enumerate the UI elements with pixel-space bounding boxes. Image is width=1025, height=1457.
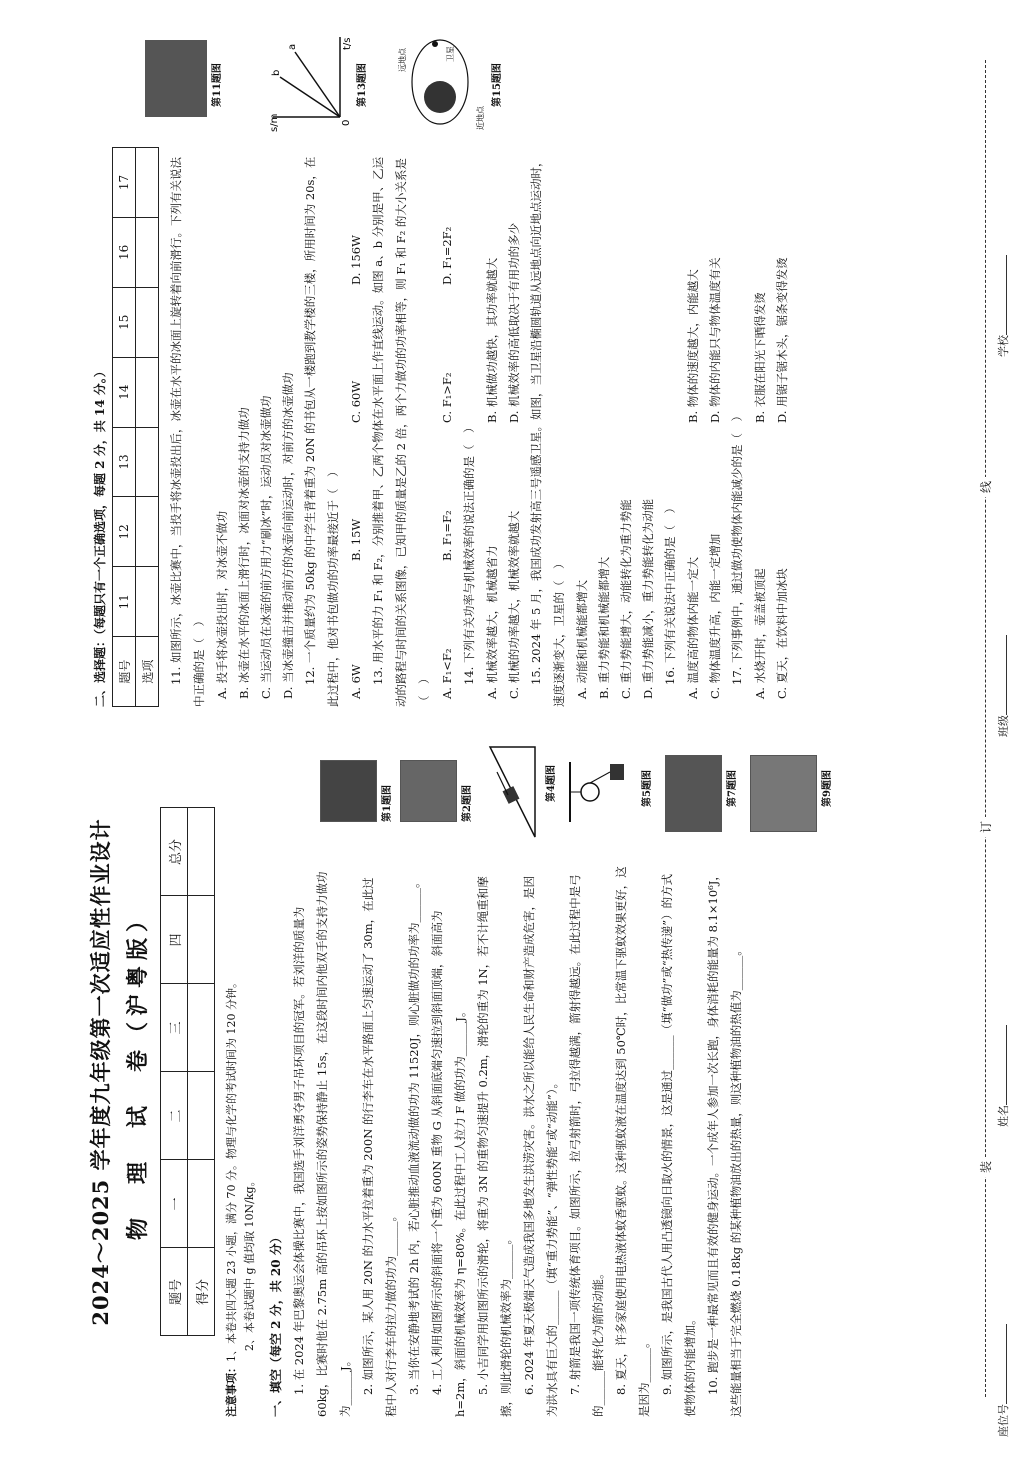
- question-11: 11. 如图所示，冰壶比赛中，当投手将冰壶投出后，冰壶在水平的冰面上旋转着向前滑行。下列有关说法中正确的是（ ）: [169, 157, 206, 707]
- orbit-far-label: 远地点: [398, 48, 407, 72]
- q17-option[interactable]: C. 夏天，在饮料中加冰块: [775, 568, 789, 699]
- left-figures: [320, 732, 940, 852]
- seat-field[interactable]: [995, 1324, 1011, 1437]
- q13-option[interactable]: B. F₁=F₂: [440, 510, 454, 561]
- exam-title: 2024～2025 学年度九年级第一次适应性作业设计: [88, 818, 113, 1326]
- q17-option[interactable]: A. 水烧开时，壶盖被顶起: [753, 568, 767, 699]
- section2-heading: 二、选择题：（每题只有一个正确选项，每题 2 分，共 14 分。）: [93, 365, 107, 707]
- score-cell: 四: [161, 896, 188, 984]
- q17-option[interactable]: B. 衣服在阳光下晒得发烫: [753, 292, 767, 423]
- ans-cell: 14: [113, 357, 136, 427]
- q14-option[interactable]: C. 机械的功率越大，机械效率就越大: [507, 510, 521, 699]
- binding-word-xian: 线: [977, 477, 994, 497]
- ans-input[interactable]: [136, 427, 159, 497]
- question-5: 5. 小吉同学用如图所示的滑轮，将重为 3N 的重物匀速提升 0.2m，滑轮的重为 1N，若不计绳重和摩擦，则此滑轮的机械效率为______。: [476, 876, 513, 1417]
- q11-option[interactable]: B. 冰壶在水平的冰面上滑行时，冰面对冰壶的支持力做功: [237, 407, 251, 699]
- ans-cell: 11: [113, 567, 136, 637]
- q17-options-cd: [771, 147, 793, 699]
- class-label: 班级: [997, 715, 1010, 737]
- orbit-near-label: 近地点: [476, 106, 485, 130]
- school-label: 学校: [997, 335, 1010, 357]
- question-9: 9. 如图所示，是我国古代人用凸透镜向日取火的情景，这是通过______（填“做功”或“热传递”）的方式使物体的内能增加。: [660, 873, 697, 1417]
- ans-cell: 题号: [113, 637, 136, 707]
- question-8: 8. 夏天，许多家庭使用电热液体蚊香驱蚊。这种驱蚊液在温度达到 50℃时，比常温下驱蚊效果更好，这是因为______。: [614, 866, 651, 1417]
- note-1: 1、本卷共四大题 23 小题，满分 70 分。物理与化学的考试时间为 120 分钟。: [225, 977, 238, 1362]
- score-input[interactable]: [188, 984, 215, 1072]
- q17-options-ab: [749, 147, 771, 699]
- name-field[interactable]: [995, 1025, 1011, 1127]
- score-cell: 二: [161, 1072, 188, 1160]
- luggage-cart-photo: [400, 760, 457, 822]
- question-17: 17. 下列事例中，通过做功使物体内能减少的是（ ）: [730, 410, 744, 685]
- curling-photo: [145, 40, 207, 117]
- q11-option[interactable]: D. 当冰壶撞击并推动前方的冰壶向前运动时，对前方的冰壶做功: [281, 372, 295, 699]
- score-input[interactable]: [188, 896, 215, 984]
- ans-cell: 16: [113, 217, 136, 287]
- q16-option[interactable]: D. 物体的内能只与物体温度有关: [708, 257, 722, 423]
- sun-fire-photo: [750, 755, 817, 832]
- score-table: [160, 808, 215, 1337]
- q13-option[interactable]: C. F₁>F₂: [440, 372, 454, 423]
- q13-option[interactable]: A. F₁<F₂: [440, 648, 454, 699]
- q14-option[interactable]: A. 机械效率越大，机械越省力: [485, 545, 499, 699]
- ans-input[interactable]: [136, 217, 159, 287]
- score-input[interactable]: [188, 808, 215, 896]
- q12-option[interactable]: D. 156W: [349, 235, 363, 285]
- ans-cell: 12: [113, 497, 136, 567]
- binding-dashed-line: [985, 60, 986, 1397]
- fig4-caption: 第4题图: [546, 765, 557, 802]
- left-column: [85, 727, 945, 1417]
- q16-option[interactable]: C. 物体温度升高，内能一定增加: [708, 533, 722, 699]
- question-4: 4. 工人利用如图所示的斜面将一个重为 600N 重物 G 从斜面底端匀速拉到斜面顶端，斜面高为 h=2m，斜面的机械效率为 η=80%。在此过程中工人拉力 F 做的功为______J。: [430, 910, 467, 1417]
- right-column: [85, 17, 945, 707]
- notes-label: 注意事项：: [225, 1362, 238, 1417]
- q16-option[interactable]: B. 物体的速度越大，内能越大: [686, 269, 700, 423]
- q14-options-ab: [481, 147, 503, 699]
- q12-option[interactable]: B. 15W: [349, 518, 363, 561]
- q16-option[interactable]: A. 温度高的物体内能一定大: [686, 556, 700, 699]
- orbit-sat-label: 卫星: [446, 46, 455, 62]
- q14-option[interactable]: B. 机械做功越快，其功率就越大: [485, 257, 499, 423]
- graph-x-label: t/s: [342, 37, 353, 50]
- graph-line-a: a: [287, 43, 298, 50]
- ans-input[interactable]: [136, 148, 159, 218]
- q16-options-cd: [704, 147, 726, 699]
- ans-input[interactable]: [136, 357, 159, 427]
- q14-options-cd: [503, 147, 525, 699]
- ans-cell: 13: [113, 427, 136, 497]
- graph-line-b: b: [271, 69, 282, 76]
- q12-option[interactable]: A. 6W: [349, 664, 363, 699]
- q13-option[interactable]: D. F₁=2F₂: [440, 226, 454, 285]
- q15-option[interactable]: A. 动能和机械能都增大: [575, 579, 589, 699]
- note-2: 2、本卷试题中 g 值均取 10N/kg。: [243, 1175, 256, 1351]
- fig15-caption: 第15题图: [492, 63, 503, 107]
- graph-origin: 0: [341, 119, 352, 126]
- q15-option[interactable]: D. 重力势能减小，重力势能转化为动能: [641, 498, 655, 699]
- right-figures: [145, 27, 845, 137]
- question-13: 13. 用水平的力 F₁ 和 F₂，分别推着甲、乙两个物体在水平面上作直线运动。如图 a、b 分别是甲、乙运动的路程与时间的关系图像，已知甲的质量是乙的 2 倍，两个力做功的功率相等，则 F₁ 和 F₂ 的大小关系是（ ）: [371, 156, 431, 707]
- q15-option[interactable]: B. 重力势能和机械能都增大: [597, 556, 611, 699]
- section2-text: [91, 147, 793, 707]
- q14-option[interactable]: D. 机械效率的高低取决于有用功的多少: [507, 222, 521, 423]
- ans-cell: 17: [113, 148, 136, 218]
- fig9-caption: 第9题图: [822, 770, 833, 807]
- orbit-diagram: [395, 32, 485, 132]
- question-7: 7. 射箭是我国一项传统体育项目。如图所示，拉弓射箭时，弓拉得越满，箭射得越远。在此过程中是弓的______能转化为箭的动能。: [568, 874, 605, 1417]
- ans-input[interactable]: [136, 497, 159, 567]
- q11-option[interactable]: C. 当运动员在冰壶的前方用力“刷冰”时，运动员对冰壶做功: [259, 395, 273, 699]
- score-cell: 三: [161, 984, 188, 1072]
- section1-text: [267, 862, 748, 1417]
- ans-cell: 15: [113, 287, 136, 357]
- name-label: 姓名: [997, 1105, 1010, 1127]
- fig7-caption: 第7题图: [727, 770, 738, 807]
- question-3: 3. 当你在安静地考试的 2h 内，若心脏推动血液流动做的功为 11520J，则心脏做功的功率为______。: [407, 876, 421, 1395]
- fig13-caption: 第13题图: [357, 63, 368, 107]
- incline-diagram: [480, 742, 540, 842]
- class-field[interactable]: [995, 635, 1011, 737]
- graph-y-label: s/m: [269, 113, 280, 132]
- ans-cell: 选项: [136, 637, 159, 707]
- binding-strip: [945, 0, 1025, 1457]
- fig5-caption: 第5题图: [642, 770, 653, 807]
- q12-option[interactable]: C. 60W: [349, 380, 363, 423]
- q12-options: [345, 147, 367, 699]
- binding-word-ding: 订: [977, 817, 994, 837]
- question-1: 1. 在 2024 年巴黎奥运会体操比赛中，我国选手刘洋勇夺男子吊环项目的冠军。若刘洋的质量为 60kg，比赛时他在 2.75m 高的吊环上按如图所示的姿势保持静止 15s，在这段时间内他双手的支持力做功为______J。: [292, 871, 352, 1417]
- q16-options-ab: [682, 147, 704, 699]
- section1-heading: 一、填空（每空 2 分，共 20 分）: [269, 1231, 283, 1417]
- score-cell: 总分: [161, 808, 188, 896]
- question-10: 10. 跑步是一种最常见而且有效的健身运动。一个成年人参加一次长跑，身体消耗的能量为 8.1×10⁶J，这些能量相当于完全燃烧 0.18kg 的某种植物油放出的热量，则这种植物油的热值为______。: [706, 869, 743, 1417]
- rings-photo: [320, 760, 377, 822]
- score-input[interactable]: [188, 1160, 215, 1248]
- question-12: 12. 一个质量约为 50kg 的中学生背着重为 20N 的书包从一楼跑到教学楼的三楼，所用时间为 20s，在此过程中，他对书包做功的功率最接近于（ ）: [303, 156, 340, 707]
- score-cell: 一: [161, 1160, 188, 1248]
- q15-option[interactable]: C. 重力势能增大，动能转化为重力势能: [619, 499, 633, 699]
- question-2: 2. 如图所示，某人用 20N 的力水平拉着重为 200N 的行李车在水平路面上匀速运动了 30m，在此过程中人对行李车的拉力做的功为______。: [361, 877, 398, 1417]
- fig1-caption: 第1题图: [382, 785, 393, 822]
- question-14: 14. 下列有关功率与机械效率的说法正确的是（ ）: [462, 421, 476, 685]
- ans-input[interactable]: [136, 567, 159, 637]
- score-cell: 题号: [161, 1248, 188, 1336]
- q17-option[interactable]: D. 用锯子锯木头，锯条变得发烫: [775, 257, 789, 423]
- pulley-diagram: [565, 752, 635, 832]
- score-cell: 得分: [188, 1248, 215, 1336]
- seat-label: 座位号: [997, 1404, 1010, 1437]
- exam-subtitle: 物 理 试 卷（沪粤版）: [125, 904, 151, 1241]
- answer-table: [112, 147, 159, 707]
- question-15: 15. 2024 年 5 月，我国成功发射高三号遥感卫星。如图，当卫星沿椭圆轨道从远地点向近地点运动时，速度逐渐变大，卫星的（ ）: [529, 155, 566, 707]
- q13-options: [436, 147, 458, 699]
- notes: [223, 727, 259, 1417]
- fig2-caption: 第2题图: [462, 785, 473, 822]
- fig11-caption: 第11题图: [212, 63, 223, 107]
- archery-photo: [665, 755, 722, 832]
- school-field[interactable]: [995, 255, 1011, 357]
- binding-word-zhuang: 装: [977, 1157, 994, 1177]
- st-graph: [265, 32, 353, 132]
- score-input[interactable]: [188, 1072, 215, 1160]
- ans-input[interactable]: [136, 287, 159, 357]
- question-6: 6. 2024 年夏天极端天气造成我国多地发生洪涝灾害。洪水之所以能给人民生命和财产造成危害，是因为洪水具有巨大的______（填“重力势能”、“弹性势能”或“动能”）。: [522, 875, 559, 1417]
- q11-option[interactable]: A. 投手将冰壶投出时，对冰壶不做功: [215, 510, 229, 699]
- question-16: 16. 下列有关说法中正确的是（ ）: [663, 502, 677, 685]
